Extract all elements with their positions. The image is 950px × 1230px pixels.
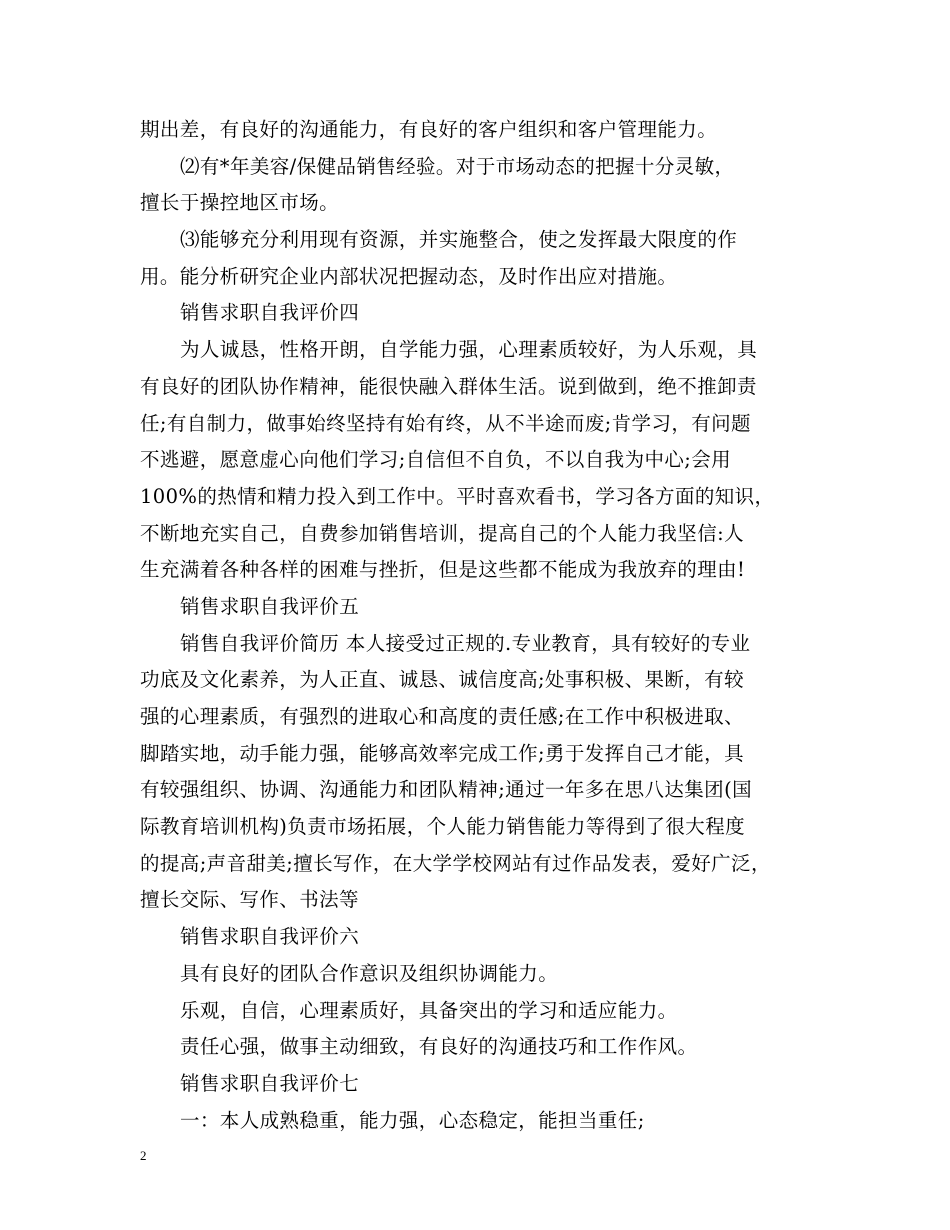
text-line: 有良好的团队协作精神，能很快融入群体生活。说到做到，绝不推卸责 bbox=[140, 374, 757, 398]
text-line: 的提高;声音甜美;擅长写作，在大学学校网站有过作品发表，爱好广泛， bbox=[140, 851, 771, 875]
text-line: 销售自我评价简历 本人接受过正规的.专业教育，具有较好的专业 bbox=[180, 631, 751, 655]
text-line: 100%的热情和精力投入到工作中。平时喜欢看书，学习各方面的知识， bbox=[140, 484, 775, 508]
text-line: 用。能分析研究企业内部状况把握动态，及时作出应对措施。 bbox=[140, 264, 678, 288]
text-line: ⑵有*年美容/保健品销售经验。对于市场动态的把握十分灵敏， bbox=[180, 154, 735, 178]
text-line: 脚踏实地，动手能力强，能够高效率完成工作;勇于发挥自己才能，具 bbox=[140, 741, 744, 765]
text-line: 期出差，有良好的沟通能力，有良好的客户组织和客户管理能力。 bbox=[140, 118, 718, 141]
text-line: 销售求职自我评价六 bbox=[180, 925, 360, 949]
document-body bbox=[140, 112, 820, 1139]
text-line: 任;有自制力，做事始终坚持有始有终，从不半途而废;肯学习，有问题 bbox=[140, 411, 751, 435]
text-line: 不逃避，愿意虚心向他们学习;自信但不自负，不以自我为中心;会用 bbox=[140, 448, 732, 472]
text-line: 擅长交际、写作、书法等 bbox=[140, 888, 359, 912]
text-line: 销售求职自我评价七 bbox=[180, 1071, 360, 1095]
text-line: 擅长于操控地区市场。 bbox=[140, 191, 340, 215]
text-line: 为人诚恳，性格开朗，自学能力强，心理素质较好，为人乐观，具 bbox=[180, 338, 758, 362]
text-line: ⑶能够充分利用现有资源，并实施整合，使之发挥最大限度的作 bbox=[180, 228, 738, 252]
text-line: 一：本人成熟稳重，能力强，心态稳定，能担当重任; bbox=[180, 1108, 645, 1132]
text-line: 具有良好的团队合作意识及组织协调能力。 bbox=[180, 961, 559, 985]
text-line: 强的心理素质，有强烈的进取心和高度的责任感;在工作中积极进取、 bbox=[140, 705, 744, 728]
text-line: 销售求职自我评价四 bbox=[180, 301, 360, 325]
text-line: 销售求职自我评价五 bbox=[180, 594, 360, 618]
text-line: 际教育培训机构)负责市场拓展，个人能力销售能力等得到了很大程度 bbox=[140, 815, 746, 839]
page-number: 2 bbox=[140, 1148, 147, 1163]
text-line: 功底及文化素养，为人正直、诚恳、诚信度高;处事积极、果断，有较 bbox=[140, 668, 744, 692]
text-line: 有较强组织、协调、沟通能力和团队精神;通过一年多在思八达集团(国 bbox=[140, 778, 752, 802]
text-line: 不断地充实自己，自费参加销售培训，提高自己的个人能力我坚信:人 bbox=[140, 521, 744, 545]
text-line: 生充满着各种各样的困难与挫折，但是这些都不能成为我放弃的理由! bbox=[140, 558, 746, 582]
text-line: 乐观，自信，心理素质好，具备突出的学习和适应能力。 bbox=[180, 998, 678, 1022]
text-line: 责任心强，做事主动细致，有良好的沟通技巧和工作作风。 bbox=[180, 1035, 698, 1059]
